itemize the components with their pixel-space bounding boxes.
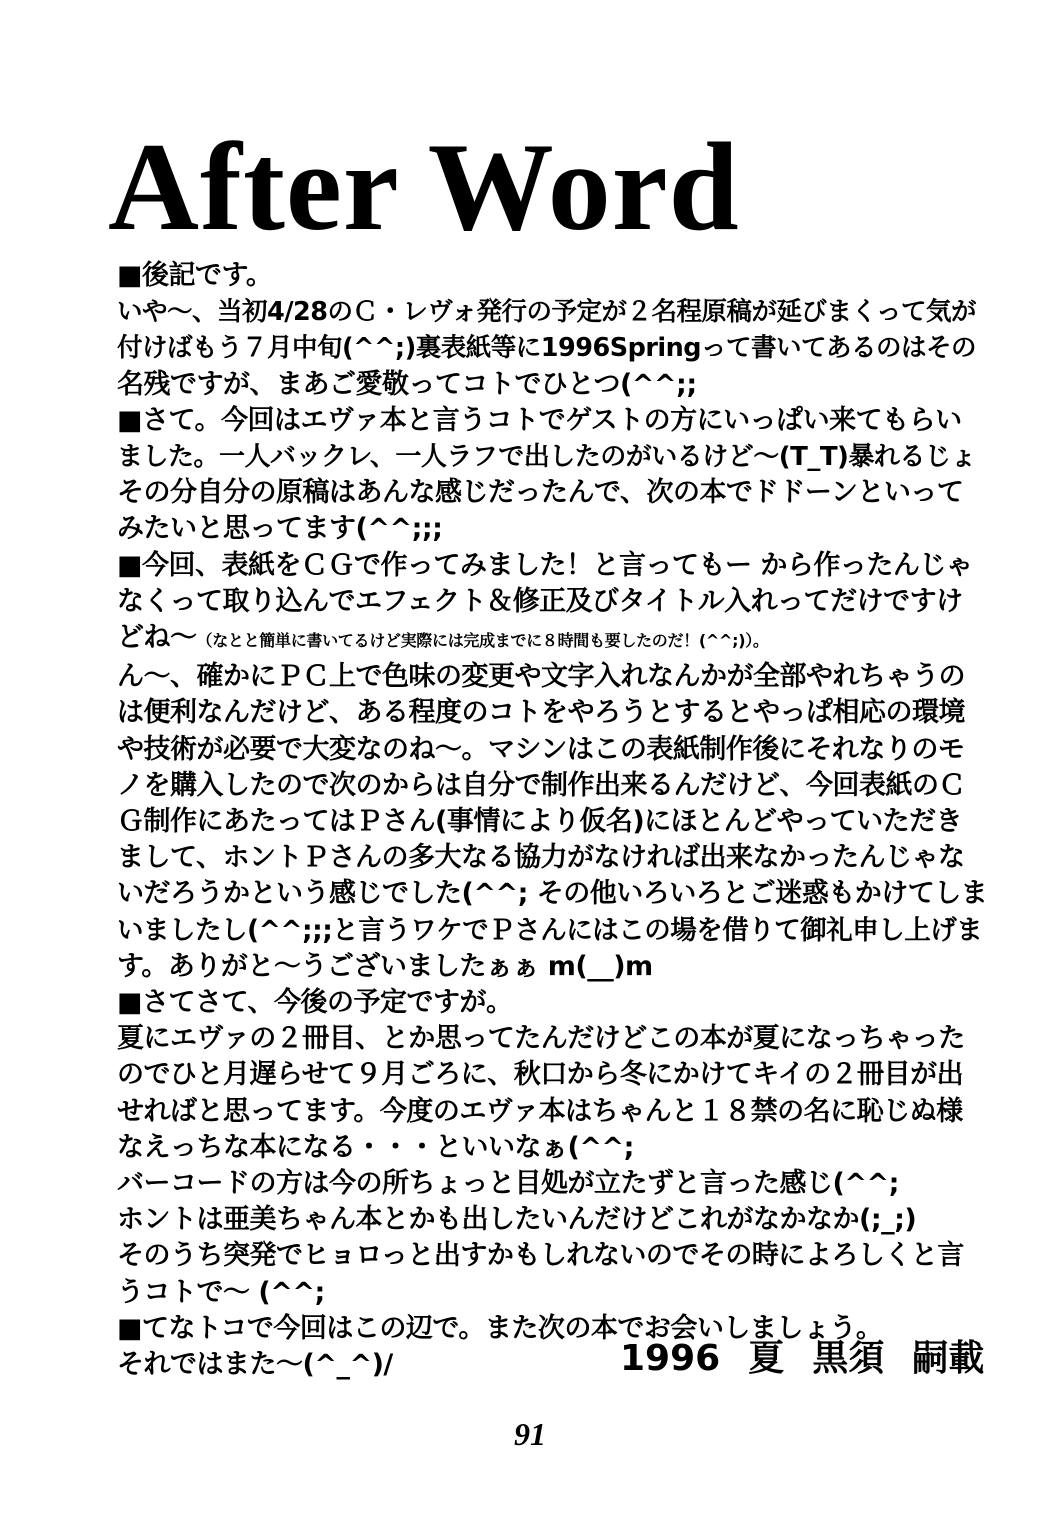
text-line: まして、ホントＰさんの多大なる協力がなければ出来なかったんじゃな (117, 842, 965, 874)
signature-surname: 黒須 (812, 1338, 885, 1379)
signature-season: 夏 (748, 1338, 785, 1379)
text-line: ホントは亜美ちゃん本とかも出したいんだけどこれがなかなか(;_;) (117, 1204, 917, 1236)
text-line: ■さてさて、今後の予定ですが。 (117, 987, 513, 1019)
text-line: それではまた～(^_^)/ (117, 1349, 393, 1381)
text-line: す。ありがと～うございましたぁぁ m(__)m (117, 950, 653, 982)
text-line: いや～、当初4/28のＣ・レヴォ発行の予定が２名程原稿が延びまくって気が (117, 297, 977, 328)
page-title: After Word (108, 118, 740, 257)
body-text (117, 258, 987, 1383)
text-line: のでひと月遅らせて９月ごろに、秋口から冬にかけてキイの２冊目が出 (117, 1059, 964, 1091)
text-line: みたいと思ってます(^^;;; (117, 513, 443, 545)
text-line: 付けばもう７月中旬(^^;)裏表紙等に1996Springって書いてあるのはその (117, 333, 977, 364)
signature-year: 1996 (620, 1338, 721, 1379)
text-line: ノを購入したので次のからは自分で制作出来るんだけど、今回表紙のＣ (117, 769, 965, 801)
text-line: は便利なんだけど、ある程度のコトをやろうとするとやっぱ相応の環境 (117, 697, 965, 729)
text-line: 名残ですが、まあご愛敬ってコトでひとつ(^^;; (117, 368, 697, 400)
text-line: ■さて。今回はエヴァ本と言うコトでゲストの方にいっぱい来てもらい (117, 404, 962, 436)
text-line-aside: （なとと簡単に書いてるけど実際には完成までに８時間も要したのだ！(^^;)）。 (196, 631, 769, 651)
text-line: ■後記です。 (117, 260, 273, 291)
text-line: Ｇ制作にあたってはＰさん(事情により仮名)にほとんどやっていただき (117, 806, 963, 838)
text-line (117, 620, 987, 659)
text-line: なえっちな本になる・・・といいなぁ(^^; (117, 1131, 634, 1163)
text-line: ん～、確かにＰＣ上で色味の変更や文字入れなんかが全部やれちゃうの (117, 661, 965, 693)
text-line: 夏にエヴァの２冊目、とか思ってたんだけどこの本が夏になっちゃった (117, 1023, 965, 1055)
text-line: いだろうかという感じでした(^^; その他いろいろとご迷惑もかけてしま (117, 878, 987, 910)
signature-given-name: 嗣載 (912, 1338, 985, 1379)
text-line: ました。一人バックレ、一人ラフで出したのがいるけど～(T_T)暴れるじょ (117, 442, 976, 473)
text-line: うコトで～ (^^; (117, 1276, 325, 1308)
text-line: その分自分の原稿はあんな感じだったんで、次の本でドドーンといって (117, 477, 964, 509)
text-line: や技術が必要で大変なのね～。マシンはこの表紙制作後にそれなりのモ (117, 733, 965, 765)
page-number: 91 (514, 1416, 546, 1452)
signature (620, 1334, 985, 1384)
text-line: バーコードの方は今の所ちょっと目処が立たずと言った感じ(^^; (117, 1168, 899, 1200)
text-line: せればと思ってます。今度のエヴァ本はちゃんと１８禁の名に恥じぬ様 (117, 1095, 963, 1127)
text-line: なくって取り込んでエフェクト＆修正及びタイトル入れってだけですけ (117, 585, 963, 617)
text-line: ■てなトコで今回はこの辺で。また次の本でお会いしましょう。 (117, 1312, 883, 1344)
text-line: ■今回、表紙をＣＧで作ってみました！と言ってもー から作ったんじゃ (117, 549, 973, 581)
text-line: いましたし(^^;;;と言うワケでＰさんにはこの場を借りて御礼申し上げま (117, 914, 983, 946)
text-line-main: どね～ (117, 622, 197, 654)
text-line: そのうち突発でヒョロっと出すかもしれないのでその時によろしくと言 (117, 1240, 964, 1272)
